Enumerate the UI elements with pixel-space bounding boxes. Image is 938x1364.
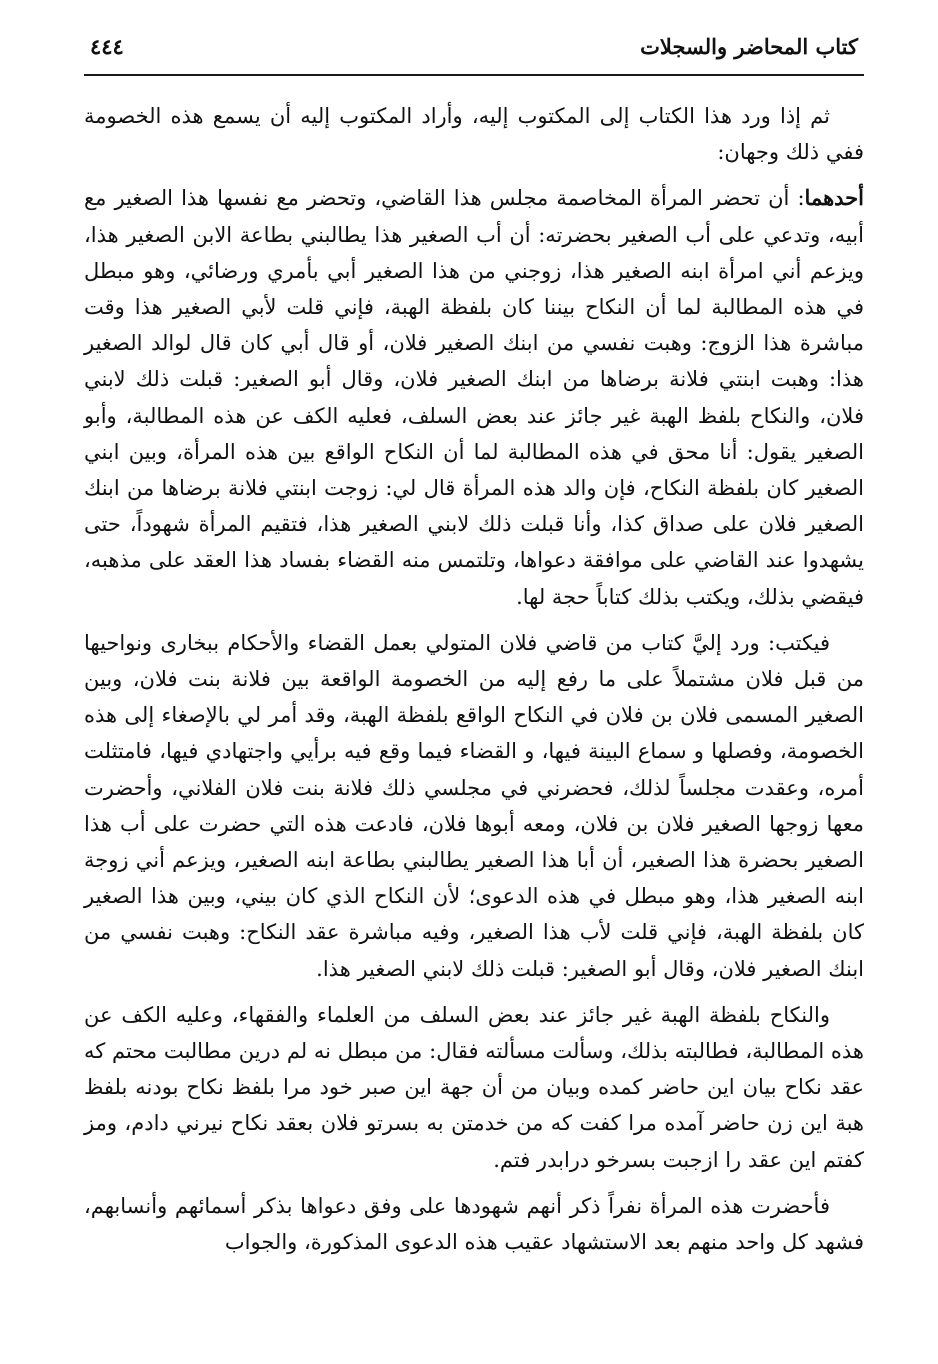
paragraph-3	[84, 625, 864, 987]
page-body	[84, 98, 864, 1260]
paragraph-text: والنكاح بلفظة الهبة غير جائز عند بعض السلف من العلماء والفقهاء، وعليه الكف عن هذه المطالبة، فطالبته بذلك، وسألت مسألته فقال: من مبطل نه لم درين مطالبت محتم كه عقد نكاح بيان اين حاضر كمده وبيان من أن جهة اين صبر خود مرا بلفظ نكاح بودنه بلفظ هبة اين زن حاضر آمده مرا كفت كه من خدمتن به بسرتو فلان بعقد نكاح نيرني دادم، ومز كفتم اين عقد را ازجبت بسرخو درابدر فتم.	[84, 1002, 864, 1172]
paragraph-text: ثم إذا ورد هذا الكتاب إلى المكتوب إليه، وأراد المكتوب إليه أن يسمع هذه الخصومة ففي ذلك وجهان:	[84, 104, 864, 165]
paragraph-text: فأحضرت هذه المرأة نفراً ذكر أنهم شهودها على وفق دعواها بذكر أسمائهم وأنسابهم، فشهد كل واحد منهم بعد الاستشهاد عقيب هذه الدعوى المذكورة، والجواب	[84, 1193, 864, 1255]
running-header	[84, 34, 864, 74]
paragraph-2	[84, 180, 864, 614]
paragraph-text: فيكتب: ورد إليَّ كتاب من قاضي فلان المتولي بعمل القضاء والأحكام ببخارى ونواحيها من قبل فلان مشتملاً على ما رفع إليه من الخصومة الواقعة بين فلانة بنت فلان، وبين الصغير المسمى فلان بن فلان في النكاح الواقع بلفظة الهبة، وقد أمر لي بالإصغاء إلى هذه الخصومة، وفصلها و سماع البينة فيها، و القضاء فيما وقع فيه برأيي واجتهادي فيها، فامتثلت أمره، وعقدت مجلساً لذلك، فحضرني في مجلسي ذلك فلانة بنت فلان الفلاني، وأحضرت معها زوجها الصغير فلان بن فلان، ومعه أبوها فلان، فادعت هذه التي حضرت على أب هذا الصغير بحضرة هذا الصغير، أن أبا هذا الصغير يطالبني بطاعة ابنه الصغير، ويزعم أني زوجة ابنه الصغير هذا، وهو مبطل في هذه الدعوى؛ لأن النكاح الذي كان بيني، وبين هذا الصغير كان بلفظة الهبة، فإني قلت لأب هذا الصغير، وفيه مباشرة عقد النكاح: وهبت نفسي من ابنك الصغير فلان، وقال أبو الصغير: قبلت ذلك لابني الصغير هذا.	[84, 630, 864, 981]
paragraph-4	[84, 997, 864, 1178]
header-rule	[84, 74, 864, 76]
paragraph-text: : أن تحضر المرأة المخاصمة مجلس هذا القاضي، وتحضر مع نفسها هذا الصغير مع أبيه، وتدعي على أب الصغير بحضرته: أن أب الصغير هذا يطالبني بطاعة الابن الصغير هذا، ويزعم أني امرأة ابنه الصغير هذا، زوجني من هذا الصغير أبي بأمري ورضائي، وهو مبطل في هذه المطالبة لما أن النكاح بيننا كان بلفظة الهبة، فإني قلت لأبي الصغير هذا وقت مباشرة هذا الزوج: وهبت نفسي من ابنك الصغير فلان، أو قال أبي كان قال لوالد الصغير هذا: وهبت ابنتي فلانة برضاها من ابنك الصغير فلان، وقال أبو الصغير: قبلت ذلك لابني فلان، والنكاح بلفظ الهبة غير جائز عند بعض السلف، فعليه الكف عن هذه المطالبة، وأبو الصغير يقول: أنا محق في هذه المطالبة لما أن النكاح الواقع بين هذه المرأة، وبين ابني الصغير كان بلفظة النكاح، فإن والد هذه المرأة قال لي: زوجت ابنتي فلانة برضاها من ابنك الصغير فلان على صداق كذا، وأنا قبلت ذلك لابني الصغير هذا، فتقيم المرأة شهوداً، حتى يشهدوا عند القاضي على موافقة دعواها، وتلتمس منه القضاء بفساد هذا العقد على مذهبه، فيقضي بذلك، ويكتب بذلك كتاباً حجة لها.	[84, 186, 864, 609]
paragraph-1	[84, 98, 864, 170]
page-number: ٤٤٤	[90, 34, 124, 59]
paragraph-lead: أحدهما	[804, 185, 864, 211]
paragraph-5	[84, 1188, 864, 1260]
running-title: كتاب المحاضر والسجلات	[640, 34, 858, 59]
